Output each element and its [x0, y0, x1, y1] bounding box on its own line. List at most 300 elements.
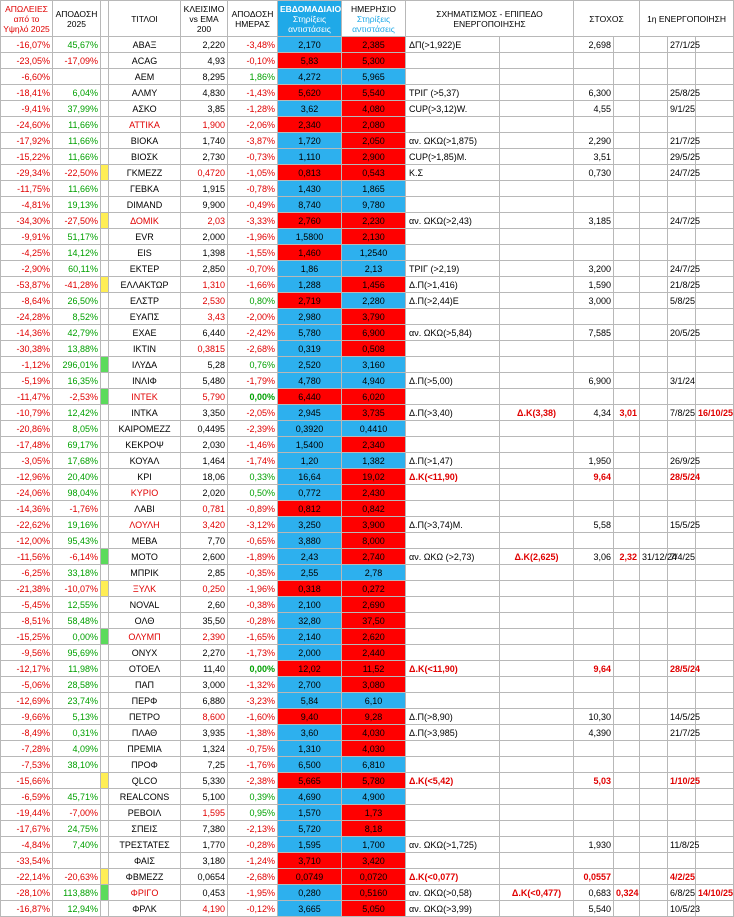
- drawdown-cell[interactable]: -16,87%: [1, 901, 53, 917]
- drawdown-cell[interactable]: -11,56%: [1, 549, 53, 565]
- activation-date-cell[interactable]: [668, 53, 696, 69]
- date-extra-cell[interactable]: [640, 389, 668, 405]
- pattern-cell[interactable]: [406, 853, 500, 869]
- ytd-cell[interactable]: 0,31%: [53, 725, 101, 741]
- pattern-cell[interactable]: [406, 629, 500, 645]
- close-cell[interactable]: 4,93: [181, 53, 228, 69]
- activation-date-cell[interactable]: [668, 421, 696, 437]
- activation-date2-cell[interactable]: [696, 229, 734, 245]
- target2-cell[interactable]: [614, 469, 640, 485]
- alert-cell[interactable]: [500, 613, 574, 629]
- ytd-cell[interactable]: 60,11%: [53, 261, 101, 277]
- pattern-cell[interactable]: αν. ΩΚΩ(>5,84): [406, 325, 500, 341]
- alert-cell[interactable]: [500, 789, 574, 805]
- ytd-marker[interactable]: [101, 53, 109, 69]
- date-extra-cell[interactable]: [640, 357, 668, 373]
- daily-change-cell[interactable]: 0,76%: [228, 357, 278, 373]
- activation-date2-cell[interactable]: [696, 517, 734, 533]
- weekly-level-cell[interactable]: 2,100: [278, 597, 342, 613]
- date-extra-cell[interactable]: [640, 197, 668, 213]
- ytd-cell[interactable]: 19,13%: [53, 197, 101, 213]
- ytd-marker[interactable]: [101, 773, 109, 789]
- activation-date2-cell[interactable]: [696, 53, 734, 69]
- activation-date2-cell[interactable]: [696, 389, 734, 405]
- close-cell[interactable]: 3,000: [181, 677, 228, 693]
- activation-date-cell[interactable]: [668, 117, 696, 133]
- table-row[interactable]: [1, 53, 734, 69]
- date-extra-cell[interactable]: [640, 517, 668, 533]
- table-row[interactable]: [1, 501, 734, 517]
- table-row[interactable]: [1, 597, 734, 613]
- daily-level-cell[interactable]: 0,272: [342, 581, 406, 597]
- weekly-level-cell[interactable]: 1,288: [278, 277, 342, 293]
- weekly-level-cell[interactable]: 2,980: [278, 309, 342, 325]
- alert-cell[interactable]: [500, 725, 574, 741]
- close-cell[interactable]: 6,440: [181, 325, 228, 341]
- ticker-cell[interactable]: ΙΝΤΚΑ: [109, 405, 181, 421]
- activation-date-cell[interactable]: 14/5/25: [668, 709, 696, 725]
- ytd-cell[interactable]: 98,04%: [53, 485, 101, 501]
- target2-cell[interactable]: [614, 341, 640, 357]
- daily-change-cell[interactable]: -1,74%: [228, 453, 278, 469]
- ytd-cell[interactable]: 11,66%: [53, 133, 101, 149]
- date-extra-cell[interactable]: [640, 213, 668, 229]
- ytd-marker[interactable]: [101, 357, 109, 373]
- target2-cell[interactable]: [614, 533, 640, 549]
- alert-cell[interactable]: [500, 757, 574, 773]
- alert-cell[interactable]: [500, 309, 574, 325]
- ytd-marker[interactable]: [101, 885, 109, 901]
- activation-date2-cell[interactable]: [696, 357, 734, 373]
- daily-change-cell[interactable]: -1,66%: [228, 277, 278, 293]
- drawdown-cell[interactable]: -3,05%: [1, 453, 53, 469]
- daily-level-cell[interactable]: 3,160: [342, 357, 406, 373]
- weekly-level-cell[interactable]: 2,55: [278, 565, 342, 581]
- drawdown-cell[interactable]: -33,54%: [1, 853, 53, 869]
- alert-cell[interactable]: [500, 597, 574, 613]
- target2-cell[interactable]: [614, 229, 640, 245]
- target2-cell[interactable]: [614, 517, 640, 533]
- daily-level-cell[interactable]: 2,620: [342, 629, 406, 645]
- close-cell[interactable]: 5,28: [181, 357, 228, 373]
- ticker-cell[interactable]: ΜΟΤΟ: [109, 549, 181, 565]
- daily-level-cell[interactable]: 4,030: [342, 725, 406, 741]
- target-cell[interactable]: 5,58: [574, 517, 614, 533]
- activation-date-cell[interactable]: 6/8/25: [668, 885, 696, 901]
- date-extra-cell[interactable]: [640, 277, 668, 293]
- target2-cell[interactable]: [614, 277, 640, 293]
- table-row[interactable]: [1, 69, 734, 85]
- ytd-marker[interactable]: [101, 517, 109, 533]
- ticker-cell[interactable]: ΙΚΤΙΝ: [109, 341, 181, 357]
- daily-change-cell[interactable]: -3,87%: [228, 133, 278, 149]
- daily-change-cell[interactable]: -1,95%: [228, 885, 278, 901]
- close-cell[interactable]: 2,030: [181, 437, 228, 453]
- daily-level-cell[interactable]: 5,965: [342, 69, 406, 85]
- close-cell[interactable]: 2,270: [181, 645, 228, 661]
- ytd-cell[interactable]: 8,05%: [53, 421, 101, 437]
- target2-cell[interactable]: [614, 53, 640, 69]
- table-row[interactable]: [1, 725, 734, 741]
- ytd-cell[interactable]: 12,94%: [53, 901, 101, 917]
- close-cell[interactable]: 2,60: [181, 597, 228, 613]
- table-row[interactable]: [1, 373, 734, 389]
- table-row[interactable]: [1, 821, 734, 837]
- alert-cell[interactable]: [500, 69, 574, 85]
- ytd-cell[interactable]: 113,88%: [53, 885, 101, 901]
- alert-cell[interactable]: Δ.Κ(3,38): [500, 405, 574, 421]
- drawdown-cell[interactable]: -8,64%: [1, 293, 53, 309]
- alert-cell[interactable]: [500, 437, 574, 453]
- table-row[interactable]: [1, 389, 734, 405]
- activation-date2-cell[interactable]: [696, 629, 734, 645]
- daily-change-cell[interactable]: -0,35%: [228, 565, 278, 581]
- activation-date2-cell[interactable]: [696, 645, 734, 661]
- daily-level-cell[interactable]: 2,080: [342, 117, 406, 133]
- table-row[interactable]: [1, 757, 734, 773]
- ytd-marker[interactable]: [101, 741, 109, 757]
- target2-cell[interactable]: [614, 37, 640, 53]
- date-extra-cell[interactable]: [640, 149, 668, 165]
- daily-level-cell[interactable]: 3,080: [342, 677, 406, 693]
- weekly-level-cell[interactable]: 1,460: [278, 245, 342, 261]
- ticker-cell[interactable]: ΠΡΟΦ: [109, 757, 181, 773]
- target-cell[interactable]: [574, 645, 614, 661]
- table-row[interactable]: [1, 37, 734, 53]
- weekly-level-cell[interactable]: 2,170: [278, 37, 342, 53]
- pattern-cell[interactable]: [406, 645, 500, 661]
- table-row[interactable]: [1, 549, 734, 565]
- activation-date2-cell[interactable]: [696, 533, 734, 549]
- daily-change-cell[interactable]: -1,60%: [228, 709, 278, 725]
- pattern-cell[interactable]: [406, 789, 500, 805]
- daily-change-cell[interactable]: -0,28%: [228, 837, 278, 853]
- alert-cell[interactable]: [500, 693, 574, 709]
- weekly-level-cell[interactable]: 0,813: [278, 165, 342, 181]
- activation-date-cell[interactable]: [668, 69, 696, 85]
- target2-cell[interactable]: [614, 645, 640, 661]
- pattern-cell[interactable]: αν. ΩΚΩ(>2,43): [406, 213, 500, 229]
- target2-cell[interactable]: [614, 741, 640, 757]
- drawdown-cell[interactable]: -4,84%: [1, 837, 53, 853]
- target-cell[interactable]: [574, 533, 614, 549]
- ytd-marker[interactable]: [101, 101, 109, 117]
- ticker-cell[interactable]: ΠΑΠ: [109, 677, 181, 693]
- pattern-cell[interactable]: [406, 821, 500, 837]
- daily-change-cell[interactable]: -0,78%: [228, 181, 278, 197]
- date-extra-cell[interactable]: [640, 789, 668, 805]
- date-extra-cell[interactable]: [640, 661, 668, 677]
- table-row[interactable]: [1, 277, 734, 293]
- ytd-marker[interactable]: [101, 117, 109, 133]
- target-cell[interactable]: [574, 197, 614, 213]
- daily-level-cell[interactable]: 0,543: [342, 165, 406, 181]
- activation-date-cell[interactable]: [668, 677, 696, 693]
- ytd-cell[interactable]: 11,98%: [53, 661, 101, 677]
- date-extra-cell[interactable]: [640, 373, 668, 389]
- ticker-cell[interactable]: ΑΕΜ: [109, 69, 181, 85]
- close-cell[interactable]: 2,220: [181, 37, 228, 53]
- table-row[interactable]: [1, 213, 734, 229]
- target-cell[interactable]: 1,590: [574, 277, 614, 293]
- target-cell[interactable]: 9,64: [574, 469, 614, 485]
- date-extra-cell[interactable]: [640, 117, 668, 133]
- ytd-cell[interactable]: 23,74%: [53, 693, 101, 709]
- activation-date2-cell[interactable]: [696, 869, 734, 885]
- target-cell[interactable]: 5,03: [574, 773, 614, 789]
- daily-level-cell[interactable]: 1,382: [342, 453, 406, 469]
- daily-change-cell[interactable]: -0,38%: [228, 597, 278, 613]
- alert-cell[interactable]: [500, 389, 574, 405]
- table-row[interactable]: [1, 741, 734, 757]
- ytd-marker[interactable]: [101, 853, 109, 869]
- drawdown-cell[interactable]: -19,44%: [1, 805, 53, 821]
- activation-date-cell[interactable]: 24/7/25: [668, 261, 696, 277]
- target2-cell[interactable]: [614, 485, 640, 501]
- alert-cell[interactable]: Δ.Κ(2,625): [500, 549, 574, 565]
- activation-date-cell[interactable]: 15/5/25: [668, 517, 696, 533]
- activation-date2-cell[interactable]: 16/10/25: [696, 405, 734, 421]
- ticker-cell[interactable]: ΒΙΟΚΑ: [109, 133, 181, 149]
- pattern-cell[interactable]: [406, 741, 500, 757]
- date-extra-cell[interactable]: [640, 581, 668, 597]
- ytd-marker[interactable]: [101, 37, 109, 53]
- ytd-marker[interactable]: [101, 501, 109, 517]
- pattern-cell[interactable]: αν. ΩΚΩ(>3,99): [406, 901, 500, 917]
- activation-date2-cell[interactable]: [696, 837, 734, 853]
- table-row[interactable]: [1, 645, 734, 661]
- ytd-cell[interactable]: -20,63%: [53, 869, 101, 885]
- target-cell[interactable]: [574, 229, 614, 245]
- activation-date-cell[interactable]: 20/5/25: [668, 325, 696, 341]
- alert-cell[interactable]: [500, 853, 574, 869]
- weekly-level-cell[interactable]: 6,440: [278, 389, 342, 405]
- activation-date-cell[interactable]: 3/1/24: [668, 373, 696, 389]
- daily-change-cell[interactable]: -2,06%: [228, 117, 278, 133]
- pattern-cell[interactable]: CUP(>3,12)W.: [406, 101, 500, 117]
- activation-date-cell[interactable]: [668, 341, 696, 357]
- ytd-marker[interactable]: [101, 373, 109, 389]
- ytd-marker[interactable]: [101, 229, 109, 245]
- alert-cell[interactable]: [500, 261, 574, 277]
- daily-level-cell[interactable]: 2,130: [342, 229, 406, 245]
- ticker-cell[interactable]: ΦΡΛΚ: [109, 901, 181, 917]
- target-cell[interactable]: 3,51: [574, 149, 614, 165]
- drawdown-cell[interactable]: -4,81%: [1, 197, 53, 213]
- ticker-cell[interactable]: ΕΚΤΕΡ: [109, 261, 181, 277]
- ticker-cell[interactable]: ΤΡΕΣΤΑΤΕΣ: [109, 837, 181, 853]
- target-cell[interactable]: [574, 565, 614, 581]
- ticker-cell[interactable]: ΟΛΘ: [109, 613, 181, 629]
- target2-cell[interactable]: [614, 773, 640, 789]
- ytd-marker[interactable]: [101, 293, 109, 309]
- ytd-marker[interactable]: [101, 549, 109, 565]
- date-extra-cell[interactable]: [640, 533, 668, 549]
- ytd-cell[interactable]: 37,99%: [53, 101, 101, 117]
- target2-cell[interactable]: [614, 245, 640, 261]
- target-cell[interactable]: [574, 597, 614, 613]
- header-drawdown[interactable]: ΑΠΩΛΕΙΕΣ από το Υψηλό 2025: [1, 1, 53, 37]
- daily-level-cell[interactable]: 1,865: [342, 181, 406, 197]
- weekly-level-cell[interactable]: 2,520: [278, 357, 342, 373]
- close-cell[interactable]: 11,40: [181, 661, 228, 677]
- table-row[interactable]: [1, 325, 734, 341]
- activation-date-cell[interactable]: [668, 757, 696, 773]
- close-cell[interactable]: 1,595: [181, 805, 228, 821]
- daily-change-cell[interactable]: -1,79%: [228, 373, 278, 389]
- ytd-cell[interactable]: [53, 69, 101, 85]
- daily-level-cell[interactable]: 19,02: [342, 469, 406, 485]
- header-ytd[interactable]: ΑΠΟΔΟΣΗ 2025: [53, 1, 101, 37]
- pattern-cell[interactable]: Δ.Π(>1,416): [406, 277, 500, 293]
- target-cell[interactable]: 6,900: [574, 373, 614, 389]
- close-cell[interactable]: 2,03: [181, 213, 228, 229]
- pattern-cell[interactable]: Δ.Π(>1,47): [406, 453, 500, 469]
- alert-cell[interactable]: [500, 645, 574, 661]
- target-cell[interactable]: [574, 357, 614, 373]
- daily-change-cell[interactable]: 0,50%: [228, 485, 278, 501]
- pattern-cell[interactable]: αν. ΩΚΩ(>0,58): [406, 885, 500, 901]
- alert-cell[interactable]: [500, 149, 574, 165]
- date-extra-cell[interactable]: [640, 245, 668, 261]
- date-extra-cell[interactable]: [640, 613, 668, 629]
- target-cell[interactable]: [574, 485, 614, 501]
- header-titles[interactable]: ΤΙΤΛΟΙ: [109, 1, 181, 37]
- drawdown-cell[interactable]: -9,56%: [1, 645, 53, 661]
- daily-change-cell[interactable]: -2,38%: [228, 773, 278, 789]
- activation-date-cell[interactable]: 7/4/25: [668, 549, 696, 565]
- close-cell[interactable]: 2,530: [181, 293, 228, 309]
- ytd-marker[interactable]: [101, 149, 109, 165]
- daily-change-cell[interactable]: -0,70%: [228, 261, 278, 277]
- weekly-level-cell[interactable]: 6,500: [278, 757, 342, 773]
- ticker-cell[interactable]: ΕΥΑΠΣ: [109, 309, 181, 325]
- weekly-level-cell[interactable]: 5,780: [278, 325, 342, 341]
- table-row[interactable]: [1, 133, 734, 149]
- daily-level-cell[interactable]: 2,280: [342, 293, 406, 309]
- target2-cell[interactable]: [614, 757, 640, 773]
- pattern-cell[interactable]: [406, 357, 500, 373]
- alert-cell[interactable]: [500, 501, 574, 517]
- ticker-cell[interactable]: ΛΟΥΛΗ: [109, 517, 181, 533]
- ytd-marker[interactable]: [101, 645, 109, 661]
- table-row[interactable]: [1, 229, 734, 245]
- daily-change-cell[interactable]: 0,39%: [228, 789, 278, 805]
- alert-cell[interactable]: [500, 453, 574, 469]
- activation-date2-cell[interactable]: [696, 101, 734, 117]
- target-cell[interactable]: [574, 341, 614, 357]
- activation-date-cell[interactable]: 9/1/25: [668, 101, 696, 117]
- weekly-level-cell[interactable]: 3,665: [278, 901, 342, 917]
- alert-cell[interactable]: [500, 277, 574, 293]
- alert-cell[interactable]: [500, 821, 574, 837]
- ytd-marker[interactable]: [101, 437, 109, 453]
- drawdown-cell[interactable]: -24,06%: [1, 485, 53, 501]
- ytd-marker[interactable]: [101, 709, 109, 725]
- weekly-level-cell[interactable]: 0,812: [278, 501, 342, 517]
- table-row[interactable]: [1, 677, 734, 693]
- weekly-level-cell[interactable]: 1,5400: [278, 437, 342, 453]
- target-cell[interactable]: [574, 69, 614, 85]
- ticker-cell[interactable]: ΣΠΕΙΣ: [109, 821, 181, 837]
- target-cell[interactable]: 5,540: [574, 901, 614, 917]
- close-cell[interactable]: 7,70: [181, 533, 228, 549]
- ticker-cell[interactable]: QLCO: [109, 773, 181, 789]
- ticker-cell[interactable]: ΟΝΥΧ: [109, 645, 181, 661]
- pattern-cell[interactable]: Δ.Π(>3,74)Μ.: [406, 517, 500, 533]
- weekly-level-cell[interactable]: 2,945: [278, 405, 342, 421]
- activation-date-cell[interactable]: 1/10/25: [668, 773, 696, 789]
- alert-cell[interactable]: [500, 101, 574, 117]
- target-cell[interactable]: [574, 853, 614, 869]
- weekly-level-cell[interactable]: 0,318: [278, 581, 342, 597]
- close-cell[interactable]: 4,830: [181, 85, 228, 101]
- date-extra-cell[interactable]: [640, 421, 668, 437]
- date-extra-cell[interactable]: [640, 501, 668, 517]
- ytd-cell[interactable]: 38,10%: [53, 757, 101, 773]
- close-cell[interactable]: 2,730: [181, 149, 228, 165]
- activation-date2-cell[interactable]: [696, 821, 734, 837]
- close-cell[interactable]: 2,85: [181, 565, 228, 581]
- drawdown-cell[interactable]: -11,75%: [1, 181, 53, 197]
- pattern-cell[interactable]: ΤΡΙΓ (>2,19): [406, 261, 500, 277]
- close-cell[interactable]: 3,85: [181, 101, 228, 117]
- ytd-cell[interactable]: 6,04%: [53, 85, 101, 101]
- close-cell[interactable]: 0,250: [181, 581, 228, 597]
- activation-date-cell[interactable]: 4/2/25: [668, 869, 696, 885]
- weekly-level-cell[interactable]: 2,700: [278, 677, 342, 693]
- ytd-marker[interactable]: [101, 565, 109, 581]
- ytd-cell[interactable]: 33,18%: [53, 565, 101, 581]
- header-day[interactable]: [342, 1, 406, 37]
- target2-cell[interactable]: [614, 805, 640, 821]
- alert-cell[interactable]: [500, 293, 574, 309]
- target2-cell[interactable]: [614, 709, 640, 725]
- ytd-marker[interactable]: [101, 821, 109, 837]
- alert-cell[interactable]: [500, 325, 574, 341]
- pattern-cell[interactable]: [406, 501, 500, 517]
- close-cell[interactable]: 2,020: [181, 485, 228, 501]
- activation-date-cell[interactable]: [668, 597, 696, 613]
- ytd-marker[interactable]: [101, 581, 109, 597]
- date-extra-cell[interactable]: [640, 181, 668, 197]
- target-cell[interactable]: 1,930: [574, 837, 614, 853]
- daily-level-cell[interactable]: 9,28: [342, 709, 406, 725]
- weekly-level-cell[interactable]: 0,319: [278, 341, 342, 357]
- target-cell[interactable]: 4,34: [574, 405, 614, 421]
- table-row[interactable]: [1, 853, 734, 869]
- target-cell[interactable]: [574, 741, 614, 757]
- ytd-cell[interactable]: [53, 853, 101, 869]
- pattern-cell[interactable]: [406, 437, 500, 453]
- pattern-cell[interactable]: [406, 181, 500, 197]
- weekly-level-cell[interactable]: 8,740: [278, 197, 342, 213]
- target2-cell[interactable]: [614, 389, 640, 405]
- ytd-cell[interactable]: 95,69%: [53, 645, 101, 661]
- daily-change-cell[interactable]: -1,73%: [228, 645, 278, 661]
- drawdown-cell[interactable]: -8,49%: [1, 725, 53, 741]
- drawdown-cell[interactable]: -15,25%: [1, 629, 53, 645]
- daily-change-cell[interactable]: 0,80%: [228, 293, 278, 309]
- target-cell[interactable]: 4,55: [574, 101, 614, 117]
- ytd-cell[interactable]: 0,00%: [53, 629, 101, 645]
- activation-date2-cell[interactable]: [696, 501, 734, 517]
- daily-change-cell[interactable]: -1,55%: [228, 245, 278, 261]
- drawdown-cell[interactable]: -10,79%: [1, 405, 53, 421]
- pattern-cell[interactable]: [406, 117, 500, 133]
- activation-date-cell[interactable]: [668, 389, 696, 405]
- ticker-cell[interactable]: ΠΕΤΡΟ: [109, 709, 181, 725]
